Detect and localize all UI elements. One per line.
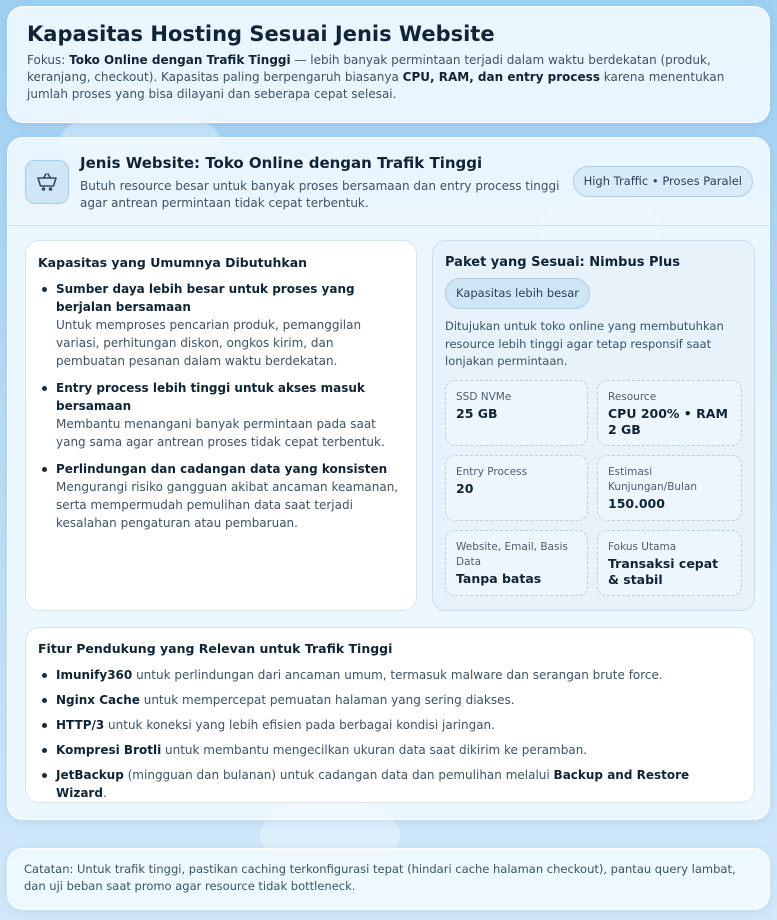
spec-value: 25 GB — [456, 405, 498, 421]
feature-item — [38, 766, 742, 802]
intro-emphasis: Toko Online dengan Trafik Tinggi — [69, 53, 291, 67]
capacity-title: Kapasitas yang Umumnya Dibutuhkan — [38, 255, 308, 270]
note-text: Catatan: Untuk trafik tinggi, pastikan caching terkonfigurasi tepat (hindari cache halaman checkout), pantau query lambat, dan uji beban saat promo agar resource tidak bottleneck. — [24, 862, 736, 893]
feature-item — [38, 691, 742, 709]
spec-value: CPU 200% • RAM 2 GB — [608, 405, 728, 437]
intro-segment: karena menentukan jumlah proses yang bisa dilayani dan seberapa cepat selesai. — [27, 70, 725, 101]
features-panel — [25, 627, 755, 803]
plan-badge: Kapasitas lebih besar — [445, 278, 590, 309]
note-card — [7, 848, 770, 910]
capacity-item-text: Membantu menangani banyak permintaan pada saat yang sama agar antrean proses tidak cepat terbentuk. — [56, 417, 385, 449]
capacity-item — [38, 280, 404, 370]
feature-text: untuk perlindungan dari ancaman umum, termasuk malware dan serangan brute force. — [132, 668, 663, 682]
spec-card — [597, 530, 742, 596]
intro-text — [27, 52, 750, 103]
feature-name: HTTP/3 — [56, 718, 105, 732]
header-card — [7, 6, 770, 123]
traffic-badge: High Traffic • Proses Paralel — [573, 166, 753, 197]
spec-card — [445, 455, 588, 521]
feature-text: untuk mempercepat pemuatan halaman yang sering diakses. — [139, 693, 515, 707]
capacity-item-text: Untuk memproses pencarian produk, pemanggilan variasi, perhitungan diskon, ongkos kirim, dan pembuatan pesanan dalam waktu berdekatan. — [56, 318, 362, 368]
capacity-item — [38, 460, 404, 532]
plan-title: Paket yang Sesuai: Nimbus Plus — [445, 255, 680, 270]
capacity-item — [38, 379, 404, 451]
website-type-description: Butuh resource besar untuk banyak proses bersamaan dan entry process tinggi agar antrean permintaan tidak cepat terbentuk. — [80, 179, 560, 210]
feature-name: Nginx Cache — [56, 693, 140, 707]
plan-panel — [432, 240, 755, 611]
capacity-item-title: Sumber daya lebih besar untuk proses yang berjalan bersamaan — [56, 282, 355, 314]
feature-name: JetBackup — [56, 768, 124, 782]
spec-card — [597, 455, 742, 521]
feature-item — [38, 741, 742, 759]
spec-value: 150.000 — [608, 495, 665, 511]
feature-item — [38, 716, 742, 734]
feature-item — [38, 666, 742, 684]
feature-name: Kompresi Brotli — [56, 743, 162, 757]
features-title: Fitur Pendukung yang Relevan untuk Trafik Tinggi — [38, 641, 393, 656]
spec-label: Estimasi Kunjungan/Bulan — [608, 465, 698, 493]
capacity-panel — [25, 240, 417, 611]
website-type-header — [8, 138, 769, 226]
spec-grid — [445, 380, 742, 596]
spec-card — [597, 380, 742, 446]
website-type-title: Jenis Website: Toko Online dengan Trafik Tinggi — [80, 154, 483, 172]
capacity-item-title: Perlindungan dan cadangan data yang konsisten — [56, 462, 388, 476]
feature-name: Imunify360 — [56, 668, 133, 682]
capacity-item-title: Entry process lebih tinggi untuk akses masuk bersamaan — [56, 381, 365, 413]
feature-text: . — [102, 786, 107, 800]
spec-label: Fokus Utama — [608, 540, 677, 553]
feature-text: (mingguan dan bulanan) untuk cadangan data dan pemulihan melalui — [123, 768, 554, 782]
intro-segment: — lebih banyak permintaan terjadi dalam waktu berdekatan (produk, keranjang, checkout). Kapasitas paling berpengaruh biasanya — [27, 53, 711, 84]
spec-card — [445, 530, 588, 596]
feature-text: untuk membantu mengecilkan ukuran data saat dikirim ke peramban. — [161, 743, 588, 757]
spec-label: Resource — [608, 390, 657, 403]
intro-emphasis: CPU, RAM, dan entry process — [402, 70, 600, 84]
feature-name: Backup and Restore Wizard — [56, 768, 690, 800]
spec-value: Transaksi cepat & stabil — [608, 555, 719, 587]
spec-card — [445, 380, 588, 446]
capacity-item-text: Mengurangi risiko gangguan akibat ancaman keamanan, serta mempermudah pemulihan data saat terjadi kesalahan pengaturan atau pembaruan. — [56, 480, 399, 530]
shopping-basket-icon — [25, 160, 69, 204]
feature-text: untuk koneksi yang lebih efisien pada berbagai kondisi jaringan. — [104, 718, 495, 732]
spec-label: SSD NVMe — [456, 390, 512, 403]
page-title: Kapasitas Hosting Sesuai Jenis Website — [27, 22, 495, 46]
features-list — [38, 666, 742, 802]
spec-label: Entry Process — [456, 465, 528, 478]
intro-segment: Fokus: — [27, 53, 70, 67]
spec-label: Website, Email, Basis Data — [456, 540, 568, 568]
spec-value: Tanpa batas — [456, 570, 542, 586]
capacity-list — [38, 280, 404, 532]
website-type-card — [7, 137, 770, 820]
plan-description: Ditujukan untuk toko online yang membutuhkan resource lebih tinggi agar tetap responsif saat lonjakan permintaan. — [445, 319, 724, 368]
spec-value: 20 — [456, 480, 474, 496]
